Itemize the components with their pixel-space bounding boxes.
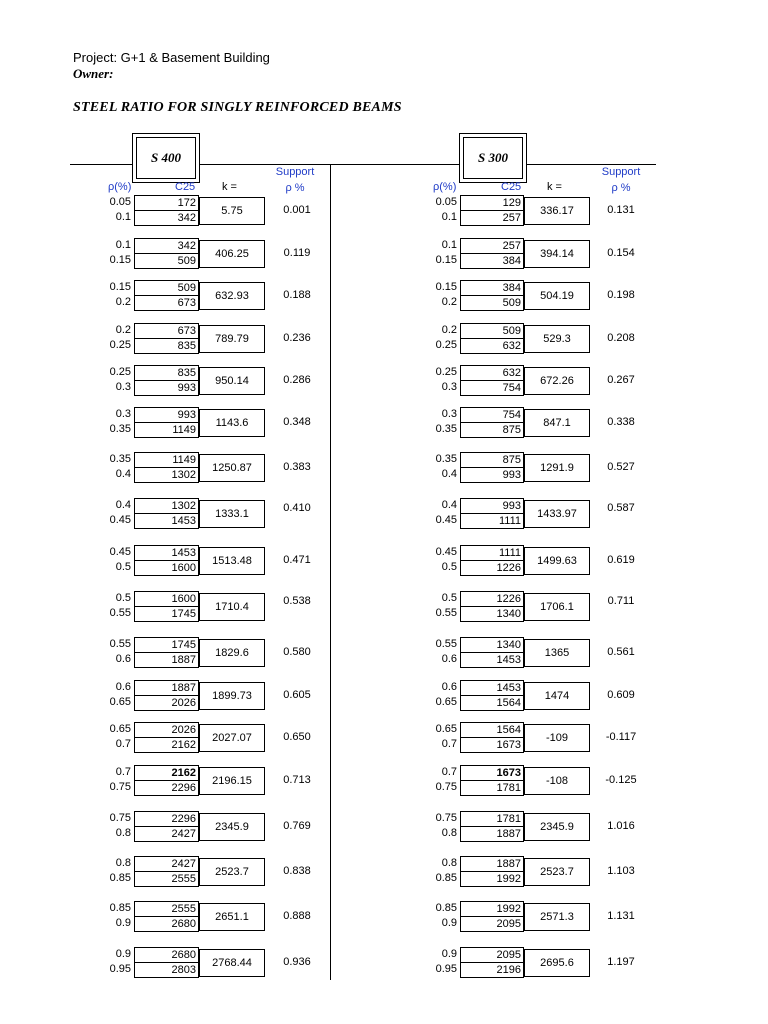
concrete-value-upper: 1673	[460, 737, 524, 753]
concrete-value-lower: 384	[460, 280, 524, 296]
support-rho-value: 1.016	[607, 820, 635, 832]
concrete-value-upper: 993	[134, 380, 199, 396]
rho-lower-value: 0.45	[109, 546, 131, 558]
rho-upper-value: 0.55	[435, 607, 457, 619]
k-value: 1513.48	[199, 547, 265, 575]
support-rho-value: 0.119	[283, 247, 311, 259]
k-value: 1250.87	[199, 454, 265, 482]
support-rho-value: 0.838	[283, 865, 311, 877]
rho-lower-value: 0.1	[441, 239, 457, 251]
concrete-value-lower: 1111	[460, 545, 524, 561]
rho-lower-value: 0.2	[115, 324, 131, 336]
concrete-value-upper: 509	[134, 253, 199, 269]
support-rho-value: 0.383	[283, 461, 311, 473]
owner-label: Owner:	[73, 66, 114, 81]
rho-lower-value: 0.15	[435, 281, 457, 293]
rho-lower-value: 0.85	[435, 902, 457, 914]
concrete-value-upper: 1992	[460, 871, 524, 887]
rho-lower-value: 0.75	[435, 812, 457, 824]
support-rho-value: 0.561	[607, 646, 635, 658]
support-rho-value: 0.527	[607, 461, 635, 473]
support-rho-value: 0.410	[283, 502, 311, 514]
concrete-value-lower: 2427	[134, 856, 199, 872]
k-value: 632.93	[199, 282, 265, 310]
concrete-value-lower: 1149	[134, 452, 199, 468]
concrete-value-upper: 1453	[134, 513, 199, 529]
support-rho-value: 0.286	[283, 374, 311, 386]
rho-upper-value: 0.6	[441, 653, 457, 665]
support-rho-value: 0.208	[607, 332, 635, 344]
grade-label: S 400	[136, 137, 196, 179]
rho-lower-value: 0.55	[435, 638, 457, 650]
rho-lower-value: 0.55	[109, 638, 131, 650]
support-rho-value: 0.580	[283, 646, 311, 658]
support-header: Support	[601, 166, 641, 178]
rho-upper-value: 0.5	[115, 561, 131, 573]
rho-lower-value: 0.65	[109, 723, 131, 735]
rho-upper-value: 0.45	[109, 514, 131, 526]
k-value: 672.26	[524, 367, 590, 395]
rho-upper-value: 0.15	[109, 254, 131, 266]
k-value: 2027.07	[199, 724, 265, 752]
rho-upper-value: 0.65	[435, 696, 457, 708]
k-value: 2523.7	[199, 858, 265, 886]
rho-lower-value: 0.75	[109, 812, 131, 824]
concrete-value-lower: 1453	[134, 545, 199, 561]
rho-upper-value: 0.2	[115, 296, 131, 308]
concrete-value-upper: 1226	[460, 560, 524, 576]
concrete-value-upper: 1340	[460, 606, 524, 622]
support-rho-value: 0.154	[607, 247, 635, 259]
concrete-value-upper: 835	[134, 338, 199, 354]
concrete-value-lower: 1887	[134, 680, 199, 696]
concrete-value-lower: 1673	[460, 765, 524, 781]
concrete-value-upper: 257	[460, 210, 524, 226]
concrete-value-lower: 993	[460, 498, 524, 514]
rho-lower-value: 0.8	[441, 857, 457, 869]
rho-lower-value: 0.3	[441, 408, 457, 420]
k-value: 336.17	[524, 197, 590, 225]
concrete-grade-header: C25	[175, 181, 196, 193]
rho-upper-value: 0.45	[435, 514, 457, 526]
support-rho-value: 0.888	[283, 910, 311, 922]
rho-upper-value: 0.5	[441, 561, 457, 573]
rho-lower-value: 0.85	[109, 902, 131, 914]
k-value: 2768.44	[199, 949, 265, 977]
rho-lower-value: 0.6	[441, 681, 457, 693]
support-rho-header: ρ %	[285, 182, 305, 194]
k-value: 1365	[524, 639, 590, 667]
concrete-value-lower: 1226	[460, 591, 524, 607]
document-title: STEEL RATIO FOR SINGLY REINFORCED BEAMS	[73, 100, 402, 115]
k-value: 2345.9	[524, 813, 590, 841]
support-rho-value: 0.936	[283, 956, 311, 968]
rho-lower-value: 0.4	[115, 499, 131, 511]
concrete-value-lower: 2555	[134, 901, 199, 917]
rho-upper-value: 0.1	[115, 211, 131, 223]
support-rho-value: 0.605	[283, 689, 311, 701]
support-rho-value: 0.131	[607, 204, 635, 216]
rho-upper-value: 0.4	[115, 468, 131, 480]
k-value: 2196.15	[199, 767, 265, 795]
rho-upper-value: 0.2	[441, 296, 457, 308]
concrete-value-lower: 2680	[134, 947, 199, 963]
support-rho-value: 0.188	[283, 289, 311, 301]
rho-upper-value: 0.15	[435, 254, 457, 266]
concrete-grade-header: C25	[501, 181, 522, 193]
concrete-value-lower: 2296	[134, 811, 199, 827]
rho-lower-value: 0.5	[441, 592, 457, 604]
k-value: 529.3	[524, 325, 590, 353]
project-label: Project: G+1 & Basement Building	[73, 50, 270, 65]
k-value: 2695.6	[524, 949, 590, 977]
k-value: 2571.3	[524, 903, 590, 931]
rho-upper-value: 0.3	[441, 381, 457, 393]
concrete-value-lower: 2026	[134, 722, 199, 738]
k-value: 2651.1	[199, 903, 265, 931]
rho-lower-value: 0.1	[115, 239, 131, 251]
support-rho-value: -0.117	[605, 731, 637, 743]
support-rho-value: -0.125	[605, 774, 637, 786]
k-value: 847.1	[524, 409, 590, 437]
k-value: 1829.6	[199, 639, 265, 667]
concrete-value-lower: 1453	[460, 680, 524, 696]
k-value: 1499.63	[524, 547, 590, 575]
support-rho-value: 0.538	[283, 595, 311, 607]
rho-lower-value: 0.9	[115, 948, 131, 960]
concrete-value-upper: 2196	[460, 962, 524, 978]
rho-lower-value: 0.8	[115, 857, 131, 869]
support-rho-value: 0.001	[283, 204, 311, 216]
k-value: 1433.97	[524, 500, 590, 528]
grade-box	[459, 133, 527, 183]
k-value: 2523.7	[524, 858, 590, 886]
rho-lower-value: 0.35	[435, 453, 457, 465]
support-rho-value: 1.103	[607, 865, 635, 877]
support-rho-value: 0.713	[283, 774, 311, 786]
rho-lower-value: 0.7	[441, 766, 457, 778]
k-value: 1291.9	[524, 454, 590, 482]
support-rho-value: 0.267	[607, 374, 635, 386]
support-rho-value: 0.236	[283, 332, 311, 344]
k-value: 5.75	[199, 197, 265, 225]
rho-lower-value: 0.05	[109, 196, 131, 208]
concrete-value-lower: 129	[460, 195, 524, 211]
concrete-value-lower: 875	[460, 452, 524, 468]
concrete-value-upper: 2162	[134, 737, 199, 753]
rho-upper-value: 0.7	[441, 738, 457, 750]
concrete-value-lower: 632	[460, 365, 524, 381]
rho-upper-value: 0.75	[109, 781, 131, 793]
concrete-value-lower: 1564	[460, 722, 524, 738]
k-value: 394.14	[524, 240, 590, 268]
k-value: 789.79	[199, 325, 265, 353]
concrete-value-upper: 2555	[134, 871, 199, 887]
rho-upper-value: 0.1	[441, 211, 457, 223]
concrete-value-lower: 754	[460, 407, 524, 423]
concrete-value-lower: 257	[460, 238, 524, 254]
concrete-value-upper: 509	[460, 295, 524, 311]
concrete-value-upper: 342	[134, 210, 199, 226]
support-rho-value: 0.711	[607, 595, 635, 607]
rho-upper-value: 0.95	[109, 963, 131, 975]
concrete-value-upper: 754	[460, 380, 524, 396]
k-value: -108	[524, 767, 590, 795]
concrete-value-upper: 2427	[134, 826, 199, 842]
concrete-value-upper: 1564	[460, 695, 524, 711]
concrete-value-lower: 1887	[460, 856, 524, 872]
rho-upper-value: 0.9	[441, 917, 457, 929]
support-rho-value: 0.471	[283, 554, 311, 566]
center-divider	[330, 164, 331, 980]
rho-lower-value: 0.3	[115, 408, 131, 420]
k-value: 504.19	[524, 282, 590, 310]
concrete-value-lower: 2095	[460, 947, 524, 963]
concrete-value-upper: 1781	[460, 780, 524, 796]
concrete-value-upper: 2680	[134, 916, 199, 932]
concrete-value-upper: 2095	[460, 916, 524, 932]
rho-lower-value: 0.65	[435, 723, 457, 735]
support-rho-value: 1.131	[607, 910, 635, 922]
rho-header: ρ(%)	[433, 181, 457, 193]
concrete-value-lower: 2162	[134, 765, 199, 781]
rho-upper-value: 0.8	[441, 827, 457, 839]
grade-box	[132, 133, 200, 183]
concrete-value-lower: 509	[134, 280, 199, 296]
rho-header: ρ(%)	[108, 181, 132, 193]
rho-lower-value: 0.2	[441, 324, 457, 336]
concrete-value-upper: 1149	[134, 422, 199, 438]
rho-upper-value: 0.9	[115, 917, 131, 929]
concrete-value-upper: 384	[460, 253, 524, 269]
k-value: 1333.1	[199, 500, 265, 528]
concrete-value-upper: 1111	[460, 513, 524, 529]
rho-lower-value: 0.4	[441, 499, 457, 511]
rho-upper-value: 0.25	[109, 339, 131, 351]
k-value: 950.14	[199, 367, 265, 395]
concrete-value-upper: 875	[460, 422, 524, 438]
k-value: 1143.6	[199, 409, 265, 437]
support-header: Support	[275, 166, 315, 178]
concrete-value-upper: 2803	[134, 962, 199, 978]
support-rho-value: 0.769	[283, 820, 311, 832]
rho-upper-value: 0.85	[109, 872, 131, 884]
concrete-value-lower: 342	[134, 238, 199, 254]
rho-lower-value: 0.15	[109, 281, 131, 293]
rho-lower-value: 0.5	[115, 592, 131, 604]
concrete-value-lower: 1745	[134, 637, 199, 653]
k-value: 1706.1	[524, 593, 590, 621]
support-rho-value: 0.338	[607, 416, 635, 428]
rho-upper-value: 0.4	[441, 468, 457, 480]
rho-lower-value: 0.25	[435, 366, 457, 378]
rho-upper-value: 0.7	[115, 738, 131, 750]
concrete-value-upper: 632	[460, 338, 524, 354]
support-rho-value: 0.609	[607, 689, 635, 701]
support-rho-value: 0.348	[283, 416, 311, 428]
grade-label: S 300	[463, 137, 523, 179]
rho-upper-value: 0.25	[435, 339, 457, 351]
rho-upper-value: 0.95	[435, 963, 457, 975]
k-header: k =	[222, 181, 237, 193]
k-header: k =	[547, 181, 562, 193]
concrete-value-lower: 1302	[134, 498, 199, 514]
concrete-value-upper: 2026	[134, 695, 199, 711]
rho-upper-value: 0.6	[115, 653, 131, 665]
concrete-value-lower: 1992	[460, 901, 524, 917]
rho-lower-value: 0.45	[435, 546, 457, 558]
concrete-value-lower: 509	[460, 323, 524, 339]
k-value: 2345.9	[199, 813, 265, 841]
rho-lower-value: 0.25	[109, 366, 131, 378]
concrete-value-upper: 673	[134, 295, 199, 311]
concrete-value-lower: 1600	[134, 591, 199, 607]
support-rho-value: 0.198	[607, 289, 635, 301]
concrete-value-upper: 1887	[134, 652, 199, 668]
concrete-value-lower: 1340	[460, 637, 524, 653]
concrete-value-upper: 1453	[460, 652, 524, 668]
support-rho-value: 0.650	[283, 731, 311, 743]
support-rho-header: ρ %	[611, 182, 631, 194]
rho-upper-value: 0.55	[109, 607, 131, 619]
rho-upper-value: 0.35	[109, 423, 131, 435]
concrete-value-upper: 1887	[460, 826, 524, 842]
rho-lower-value: 0.35	[109, 453, 131, 465]
support-rho-value: 0.587	[607, 502, 635, 514]
concrete-value-upper: 1302	[134, 467, 199, 483]
rho-upper-value: 0.8	[115, 827, 131, 839]
rho-lower-value: 0.05	[435, 196, 457, 208]
k-value: -109	[524, 724, 590, 752]
rho-lower-value: 0.6	[115, 681, 131, 693]
rho-upper-value: 0.75	[435, 781, 457, 793]
concrete-value-lower: 993	[134, 407, 199, 423]
support-rho-value: 1.197	[607, 956, 635, 968]
concrete-value-upper: 1600	[134, 560, 199, 576]
concrete-value-lower: 835	[134, 365, 199, 381]
concrete-value-upper: 993	[460, 467, 524, 483]
rho-upper-value: 0.85	[435, 872, 457, 884]
concrete-value-upper: 1745	[134, 606, 199, 622]
concrete-value-lower: 673	[134, 323, 199, 339]
concrete-value-upper: 2296	[134, 780, 199, 796]
k-value: 1474	[524, 682, 590, 710]
rho-upper-value: 0.3	[115, 381, 131, 393]
concrete-value-lower: 172	[134, 195, 199, 211]
rho-upper-value: 0.35	[435, 423, 457, 435]
rho-lower-value: 0.9	[441, 948, 457, 960]
concrete-value-lower: 1781	[460, 811, 524, 827]
rho-upper-value: 0.65	[109, 696, 131, 708]
support-rho-value: 0.619	[607, 554, 635, 566]
k-value: 406.25	[199, 240, 265, 268]
rho-lower-value: 0.7	[115, 766, 131, 778]
k-value: 1710.4	[199, 593, 265, 621]
k-value: 1899.73	[199, 682, 265, 710]
